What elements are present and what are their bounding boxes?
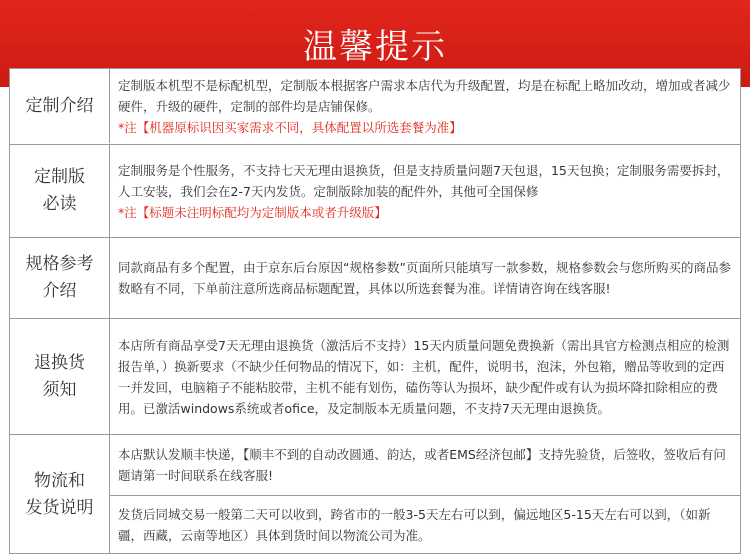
table-row-spec-reference [10, 237, 740, 318]
content-text: 定制服务是个性服务，不支持七天无理由退换货，但是支持质量问题7天包退，15天包换；定制服务需要拆封，人工安装，我们会在2-7天内发货。定制版除加装的配件外，其他可全国保修 [118, 162, 730, 199]
row-content [118, 238, 732, 318]
content-text: 发货后同城交易一般第二天可以收到，跨省市的一般3-5天左右可以到，偏远地区5-15天左右可以到，（如新疆，西藏，云南等地区）具体到货时间以物流公司为准。 [118, 507, 711, 543]
row-label: 定制版 必读 [10, 145, 110, 237]
row-label: 物流和 发货说明 [10, 435, 110, 554]
row-content [118, 319, 732, 434]
row-label: 定制介绍 [10, 69, 110, 143]
shipping-part-1 [10, 435, 740, 495]
row-content [118, 145, 732, 237]
shipping-part-2 [10, 496, 740, 554]
content-text: 本店所有商品享受7天无理由退换货（激活后不支持）15天内质量问题免费换新（需出具官方检测点相应的检测报告单，）换新要求（不缺少任何物品的情况下，如：主机，配件，说明书，泡沫，外包箱，赠品等收到的定西一并发回，电脑箱子不能粘胶带，主机不能有划伤，磕伤等认为损坏，缺少配件或有认为损坏降扣除相应的费用。已激活windows系统或者ofice，及定制版本无质量问题，不支持7天无理由退换货。 [118, 337, 730, 416]
page-title: 温馨提示 [303, 27, 447, 67]
note-text: *注【标题未注明标配均为定制版本或者升级版】 [118, 204, 387, 220]
table-row-custom-intro [10, 69, 740, 143]
row-label: 退换货 须知 [10, 319, 110, 434]
table-row-custom-must-read [10, 144, 740, 237]
content-text: 同款商品有多个配置，由于京东后台原因“规格参数”页面所只能填写一款参数，规格参数会与您所购买的商品参数略有不同，下单前注意所选商品标题配置，具体以所选套餐为准。详情请咨询在线客服! [118, 260, 731, 296]
content-text: 定制版本机型不是标配机型，定制版本根据客户需求本店代为升级配置，均是在标配上略加改动，增加或者减少硬件，升级的硬件，定制的部件均是店铺保修。 [118, 77, 731, 114]
table-row-return-policy [10, 318, 740, 434]
row-label: 规格参考 介绍 [10, 238, 110, 318]
row-content [118, 69, 732, 143]
table-row-shipping [10, 434, 740, 554]
info-table [9, 68, 741, 554]
content-text: 本店默认发顺丰快递，【顺丰不到的自动改圆通、韵达，或者EMS经济包邮】支持先验货，后签收，签收后有问题请第一时间联系在线客服! [118, 447, 726, 483]
note-text: *注【机器原标识因买家需求不同，具体配置以所选套餐为准】 [118, 119, 462, 135]
